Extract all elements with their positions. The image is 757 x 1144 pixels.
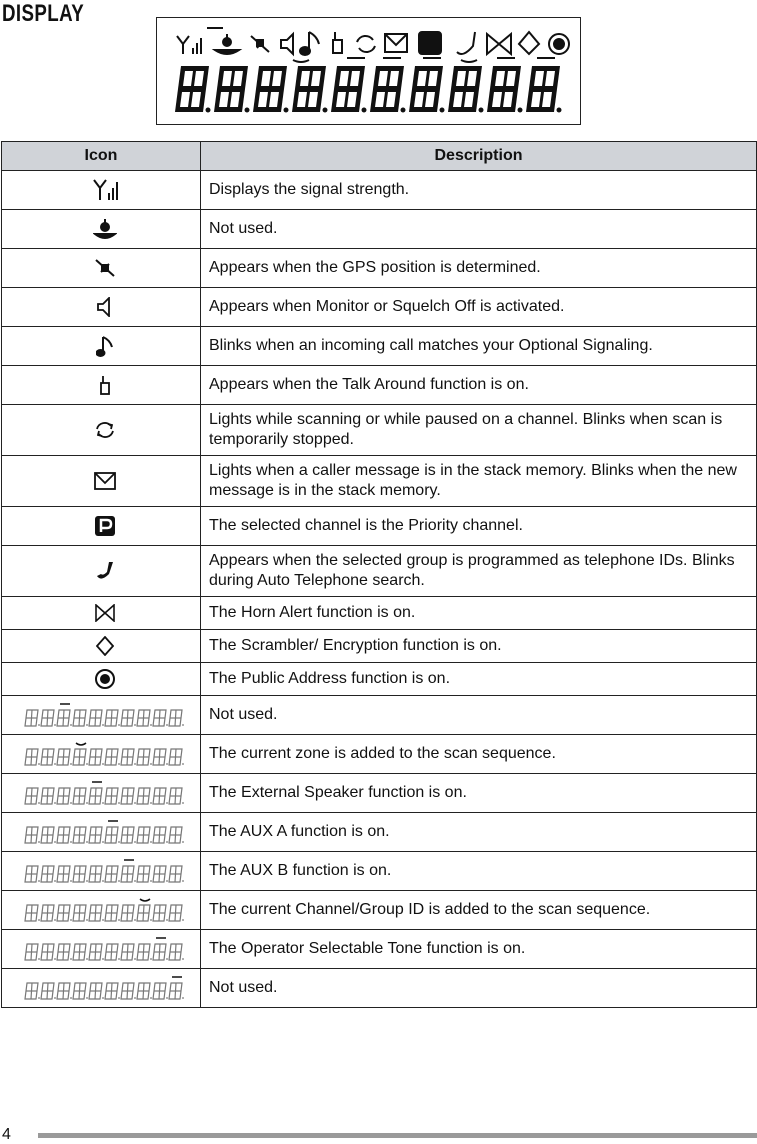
table-row bbox=[2, 171, 757, 210]
signal-strength-icon bbox=[2, 171, 201, 210]
telephone-icon bbox=[2, 546, 201, 597]
lcd-display-diagram bbox=[156, 17, 581, 125]
row-description: Lights when a caller message is in the stack memory. Blinks when the new message is in the stack memory. bbox=[201, 456, 757, 507]
segment-indicator-icon bbox=[2, 852, 201, 891]
table-row bbox=[2, 969, 757, 1008]
row-description: The selected channel is the Priority channel. bbox=[201, 507, 757, 546]
lcd-digit bbox=[409, 66, 445, 113]
lcd-digit bbox=[292, 66, 328, 113]
row-description: The Horn Alert function is on. bbox=[201, 597, 757, 630]
row-description: Lights while scanning or while paused on a channel. Blinks when scan is temporarily stopped. bbox=[201, 405, 757, 456]
lcd-digit bbox=[331, 66, 367, 113]
lcd-digit bbox=[487, 66, 523, 113]
row-description: Appears when Monitor or Squelch Off is activated. bbox=[201, 288, 757, 327]
table-row bbox=[2, 735, 757, 774]
lcd-digit bbox=[175, 66, 211, 113]
row-description: Not used. bbox=[201, 969, 757, 1008]
row-description: The Public Address function is on. bbox=[201, 663, 757, 696]
row-description: The External Speaker function is on. bbox=[201, 774, 757, 813]
row-description: The AUX B function is on. bbox=[201, 852, 757, 891]
row-description: Not used. bbox=[201, 210, 757, 249]
row-description: Appears when the Talk Around function is on. bbox=[201, 366, 757, 405]
music-note-icon bbox=[2, 327, 201, 366]
lcd-digit bbox=[370, 66, 406, 113]
table-header-row bbox=[2, 142, 757, 171]
row-description: The Operator Selectable Tone function is on. bbox=[201, 930, 757, 969]
lcd-digit bbox=[526, 66, 562, 113]
page-number: 4 bbox=[2, 1126, 11, 1143]
lcd-digit bbox=[214, 66, 250, 113]
scan-arrows-icon bbox=[2, 405, 201, 456]
lcd-digit bbox=[253, 66, 289, 113]
lcd-digit bbox=[448, 66, 484, 113]
segment-indicator-icon bbox=[2, 774, 201, 813]
table-row bbox=[2, 249, 757, 288]
row-description: Appears when the selected group is programmed as telephone IDs. Blinks during Auto Telephone search. bbox=[201, 546, 757, 597]
table-row bbox=[2, 456, 757, 507]
table-row bbox=[2, 210, 757, 249]
priority-p-icon bbox=[2, 507, 201, 546]
table-row bbox=[2, 546, 757, 597]
table-row bbox=[2, 327, 757, 366]
gps-satellite-icon bbox=[2, 249, 201, 288]
public-address-icon bbox=[2, 663, 201, 696]
icon-description-table bbox=[1, 141, 757, 1008]
table-row bbox=[2, 288, 757, 327]
table-row bbox=[2, 852, 757, 891]
segment-indicator-icon bbox=[2, 930, 201, 969]
table-row bbox=[2, 774, 757, 813]
table-row bbox=[2, 891, 757, 930]
table-row bbox=[2, 405, 757, 456]
table-row bbox=[2, 507, 757, 546]
row-description: Not used. bbox=[201, 696, 757, 735]
footer-rule bbox=[38, 1133, 757, 1138]
description-column-header: Description bbox=[201, 142, 757, 171]
satellite-dish-icon bbox=[2, 210, 201, 249]
icon-column-header: Icon bbox=[2, 142, 201, 171]
row-description: Appears when the GPS position is determined. bbox=[201, 249, 757, 288]
row-description: The Scrambler/ Encryption function is on. bbox=[201, 630, 757, 663]
table-row bbox=[2, 930, 757, 969]
table-row bbox=[2, 696, 757, 735]
horn-alert-icon bbox=[2, 597, 201, 630]
page-heading: DISPLAY bbox=[2, 0, 85, 27]
table-row bbox=[2, 597, 757, 630]
row-description: The current zone is added to the scan sequence. bbox=[201, 735, 757, 774]
row-description: Displays the signal strength. bbox=[201, 171, 757, 210]
talk-around-icon bbox=[2, 366, 201, 405]
segment-indicator-icon bbox=[2, 696, 201, 735]
table-row bbox=[2, 366, 757, 405]
table-row bbox=[2, 813, 757, 852]
row-description: The AUX A function is on. bbox=[201, 813, 757, 852]
row-description: The current Channel/Group ID is added to the scan sequence. bbox=[201, 891, 757, 930]
table-row bbox=[2, 663, 757, 696]
scrambler-diamond-icon bbox=[2, 630, 201, 663]
row-description: Blinks when an incoming call matches your Optional Signaling. bbox=[201, 327, 757, 366]
table-row bbox=[2, 630, 757, 663]
segment-indicator-icon bbox=[2, 735, 201, 774]
lcd-display-graphic bbox=[157, 18, 582, 126]
segment-indicator-icon bbox=[2, 969, 201, 1008]
envelope-icon bbox=[2, 456, 201, 507]
segment-indicator-icon bbox=[2, 813, 201, 852]
speaker-monitor-icon bbox=[2, 288, 201, 327]
segment-indicator-icon bbox=[2, 891, 201, 930]
